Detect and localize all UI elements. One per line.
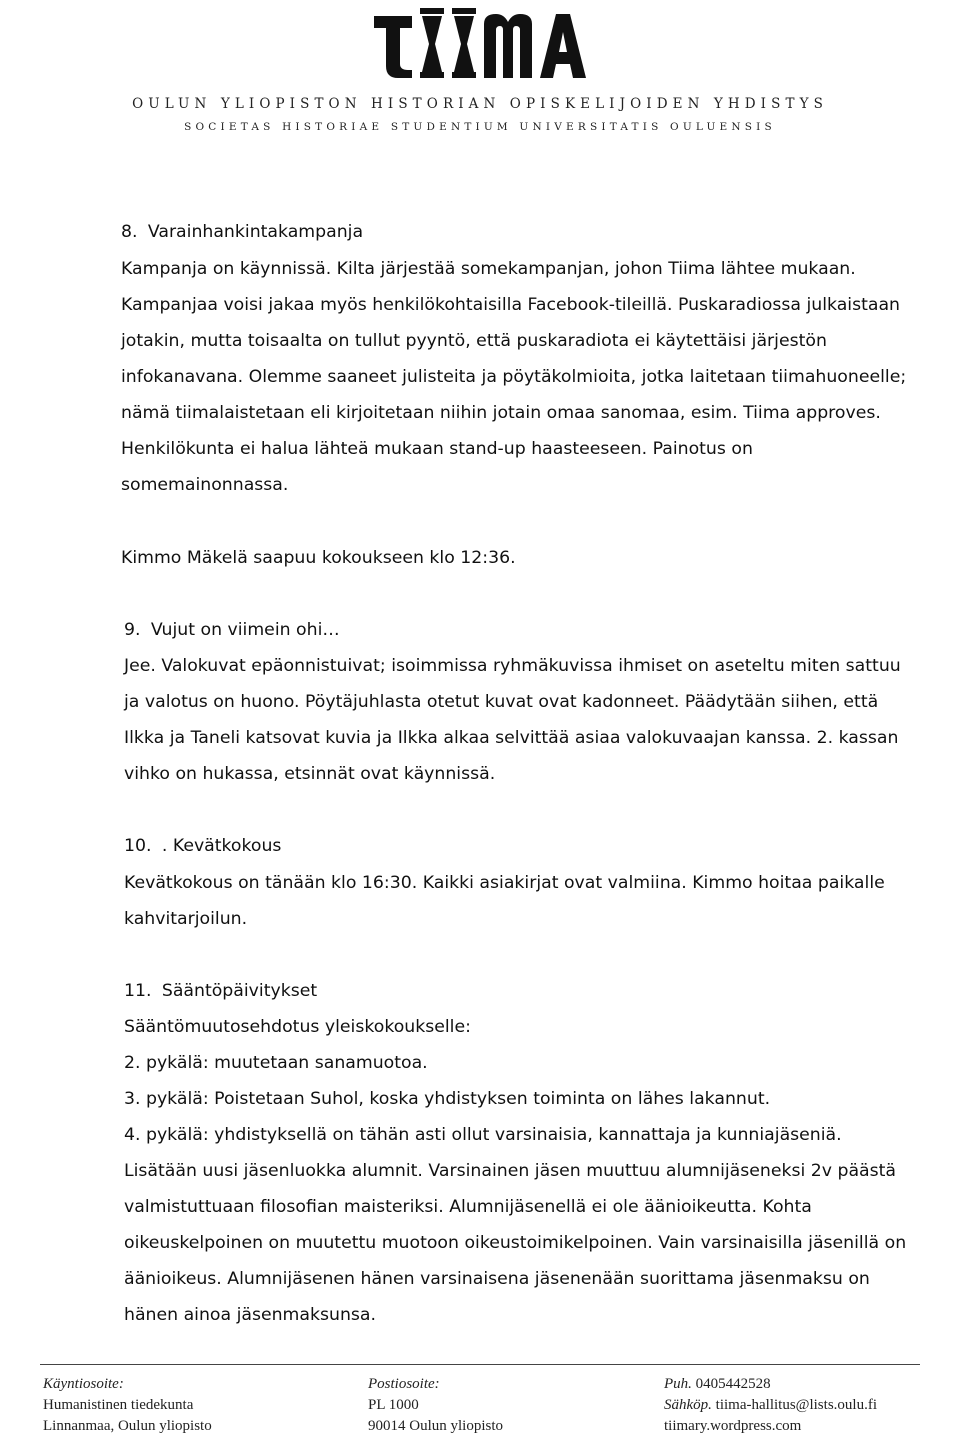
paragraph-line: Jee. Valokuvat epäonnistuivat; isoimmissa ryhmäkuvissa ihmiset on aseteltu miten sattuu [124,656,901,676]
paragraph-line: 2. pykälä: muutetaan sanamuotoa. [124,1053,428,1073]
contact-info [664,1374,877,1437]
organization-name: OULUN YLIOPISTON HISTORIAN OPISKELIJOIDEN YHDISTYS [132,96,828,112]
paragraph-line: ja valotus on huono. Pöytäjuhlasta otetut kuvat ovat kadonneet. Päädytään siihen, että [124,692,879,712]
letterhead [0,0,960,150]
section-title: Sääntöpäivitykset [161,981,318,1001]
paragraph-line: oikeuskelpoinen on muutettu muotoon oikeustoimikelpoinen. Vain varsinaisilla jäsenillä on [124,1233,907,1253]
email-address[interactable]: tiima-hallitus@lists.oulu.fi [715,1397,877,1413]
section-heading [121,222,363,242]
paragraph-line: Lisätään uusi jäsenluokka alumnit. Varsinainen jäsen muuttuu alumnijäseneksi 2v päästä [124,1161,897,1181]
tiima-logo-graphic [372,4,588,80]
section-number: 10. [124,836,152,856]
section-number: 8. [121,222,138,242]
email-label: Sähköp. [664,1397,712,1413]
paragraph-line: valmistuttuaan filosofian maisteriksi. Alumnijäsenellä ei ole äänioikeutta. Kohta [124,1197,812,1217]
email [664,1395,877,1416]
postal-address [368,1374,503,1437]
visit-address-label: Käyntiosoite: [43,1376,124,1392]
paragraph-line: Henkilökunta ei halua lähteä mukaan stand-up haasteeseen. Painotus on [121,439,753,459]
paragraph-line: Ilkka ja Taneli katsovat kuvia ja Ilkka alkaa selvittää asiaa valokuvaajan kanssa. 2. kassan [124,728,899,748]
section-heading [124,620,340,640]
paragraph-line: Kampanjaa voisi jakaa myös henkilökohtaisilla Facebook-tileillä. Puskaradiossa julkaistaan [121,295,901,315]
paragraph-line: Kampanja on käynnissä. Kilta järjestää somekampanjan, johon Tiima lähtee mukaan. [121,259,856,279]
paragraph-line: infokanavana. Olemme saaneet julisteita ja pöytäkolmioita, jotka laitetaan tiimahuoneelle; [121,367,907,387]
phone-label: Puh. [664,1376,692,1392]
paragraph-line: Kevätkokous on tänään klo 16:30. Kaikki asiakirjat ovat valmiina. Kimmo hoitaa paikalle [124,873,885,893]
postal-address-label: Postiosoite: [368,1376,440,1392]
paragraph-line: 4. pykälä: yhdistyksellä on tähän asti ollut varsinaisia, kannattaja ja kunniajäseniä. [124,1125,842,1145]
tiima-logo [372,4,588,80]
section-heading [124,981,317,1001]
phone-number: 0405442528 [695,1376,771,1392]
section-heading [124,836,281,856]
section-title: . Kevätkokous [161,836,282,856]
visit-address-line: Humanistinen tiedekunta [43,1397,194,1413]
paragraph-line: jotakin, mutta toisaalta on tullut pyyntö, että puskaradiota ei käytettäisi järjestön [121,331,827,351]
paragraph-line: äänioikeus. Alumnijäsenen hänen varsinaisena jäsenenään suorittama jäsenmaksu on [124,1269,870,1289]
paragraph-line: Sääntömuutosehdotus yleiskokoukselle: [124,1017,471,1037]
section-number: 9. [124,620,141,640]
postal-address-line: 90014 Oulun yliopisto [368,1418,504,1434]
section-title: Varainhankintakampanja [147,222,364,242]
organization-name-latin: SOCIETAS HISTORIAE STUDENTIUM UNIVERSITATIS OULUENSIS [184,121,776,133]
section-number: 11. [124,981,152,1001]
visit-address [43,1374,212,1437]
paragraph-line: vihko on hukassa, etsinnät ovat käynnissä. [124,764,496,784]
phone [664,1374,877,1395]
paragraph-line: somemainonnassa. [121,475,289,495]
paragraph-line: hänen ainoa jäsenmaksunsa. [124,1305,376,1325]
paragraph-line: kahvitarjoilun. [124,909,248,929]
section-title: Vujut on viimein ohi… [150,620,340,640]
visit-address-line: Linnanmaa, Oulun yliopisto [43,1418,212,1434]
postal-address-line: PL 1000 [368,1397,419,1413]
paragraph-line: nämä tiimalaistetaan eli kirjoitetaan niihin jotain omaa sanomaa, esim. Tiima approves. [121,403,881,423]
website-link[interactable]: tiimary.wordpress.com [664,1418,802,1434]
footer-divider [40,1364,920,1365]
paragraph-line: 3. pykälä: Poistetaan Suhol, koska yhdistyksen toiminta on lähes lakannut. [124,1089,771,1109]
attendance-note: Kimmo Mäkelä saapuu kokoukseen klo 12:36. [121,548,516,568]
